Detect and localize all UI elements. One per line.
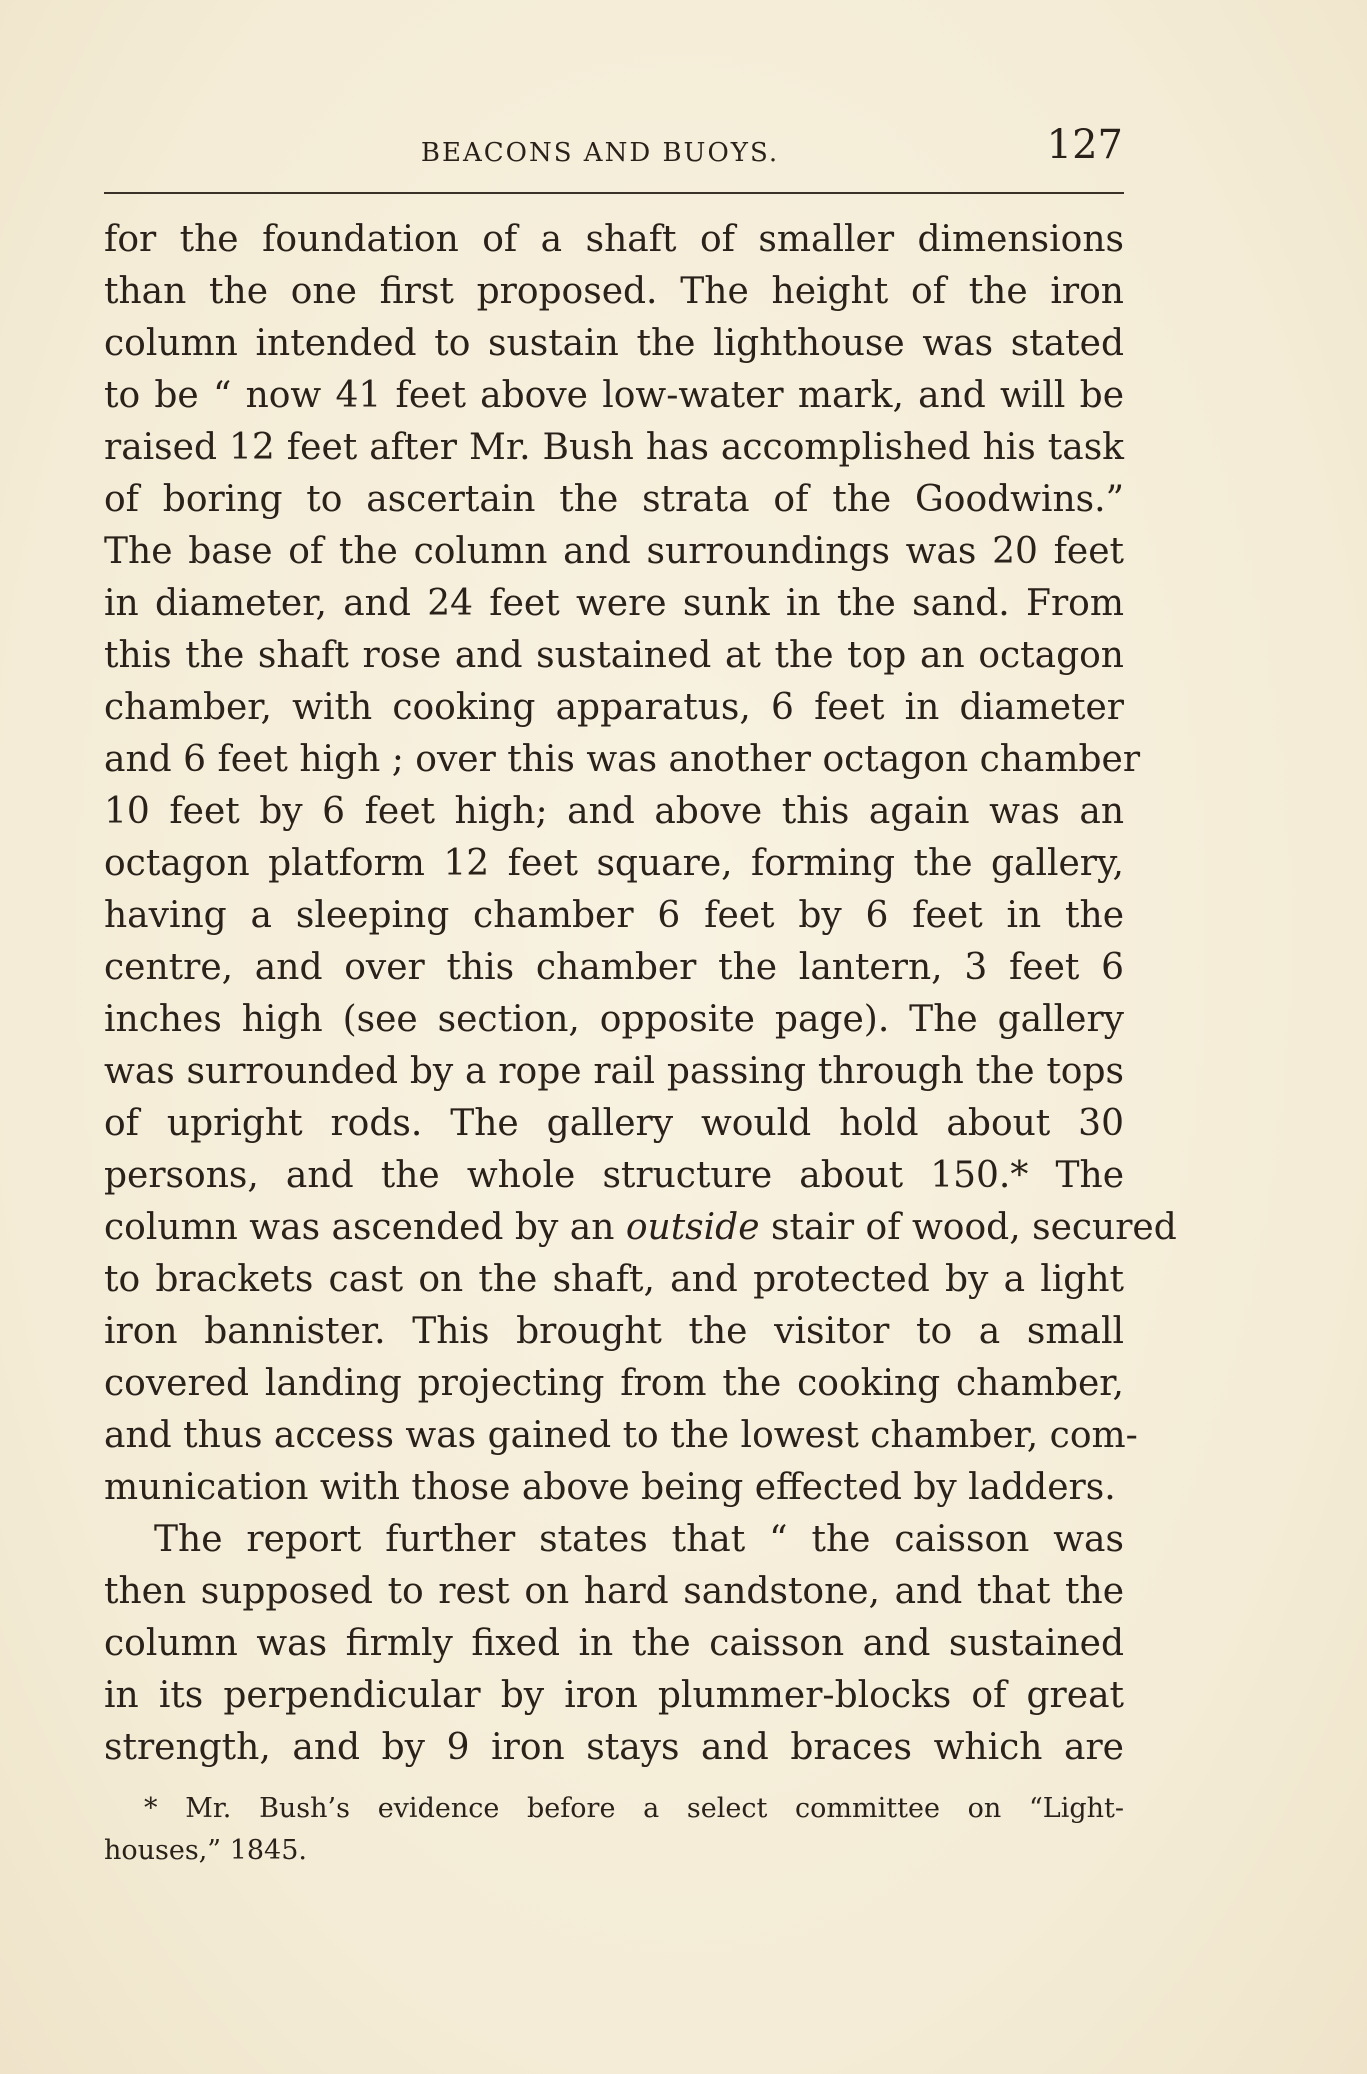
text-line: iron bannister. This brought the visitor to a small [104, 1311, 1124, 1352]
text-line: chamber, with cooking apparatus, 6 feet in diameter [104, 687, 1124, 728]
text-line: The base of the column and surroundings was 20 feet [104, 531, 1124, 572]
running-title: BEACONS AND BUOYS. [420, 138, 780, 168]
text-line: and thus access was gained to the lowest chamber, com- [104, 1415, 1138, 1456]
text-segment: stair of wood, secured [770, 1207, 1177, 1248]
footnote [104, 1788, 1124, 1872]
text-line: having a sleeping chamber 6 feet by 6 feet in the [104, 895, 1124, 936]
text-line: than the one first proposed. The height of the iron [104, 271, 1124, 312]
running-head [0, 118, 1367, 178]
text-line: of upright rods. The gallery would hold about 30 [104, 1103, 1124, 1144]
paragraph-start-line: The report further states that “ the caisson was [154, 1519, 1124, 1560]
text-line: persons, and the whole structure about 150.* The [104, 1155, 1124, 1196]
body-text [104, 214, 1177, 1774]
text-line: this the shaft rose and sustained at the top an octagon [104, 635, 1124, 676]
paragraph-end-line: munication with those above being effected by ladders. [104, 1467, 1116, 1508]
text-segment: column was ascended by an [104, 1207, 615, 1248]
footnote-line: houses,” 1845. [104, 1835, 307, 1866]
text-line: column was firmly fixed in the caisson and sustained [104, 1623, 1124, 1664]
text-line: in diameter, and 24 feet were sunk in the sand. From [104, 583, 1124, 624]
text-line: column intended to sustain the lighthouse was stated [104, 323, 1124, 364]
text-line: to brackets cast on the shaft, and protected by a light [104, 1259, 1124, 1300]
text-line: centre, and over this chamber the lantern, 3 feet 6 [104, 947, 1124, 988]
text-line: then supposed to rest on hard sandstone, and that the [104, 1571, 1124, 1612]
text-line: for the foundation of a shaft of smaller dimensions [104, 219, 1124, 260]
footnote-line: * Mr. Bush’s evidence before a select committee on “Light- [144, 1793, 1124, 1824]
text-line: in its perpendicular by iron plummer-blocks of great [104, 1675, 1124, 1716]
text-line: strength, and by 9 iron stays and braces which are [104, 1727, 1124, 1768]
page-number: 127 [1046, 122, 1123, 168]
header-rule [104, 192, 1124, 194]
text-line: octagon platform 12 feet square, forming the gallery, [104, 843, 1124, 884]
text-line: and 6 feet high ; over this was another octagon chamber [104, 739, 1141, 780]
text-line: was surrounded by a rope rail passing through the tops [104, 1051, 1124, 1092]
text-line: covered landing projecting from the cooking chamber, [104, 1363, 1124, 1404]
italic-word: outside [625, 1207, 760, 1248]
text-line: 10 feet by 6 feet high; and above this again was an [104, 791, 1124, 832]
text-line: raised 12 feet after Mr. Bush has accomplished his task [104, 427, 1124, 468]
text-line: inches high (see section, opposite page). The gallery [104, 999, 1124, 1040]
text-line-with-italic [104, 1202, 1177, 1254]
text-line: of boring to ascertain the strata of the Goodwins.” [104, 479, 1124, 520]
text-line: to be “ now 41 feet above low-water mark, and will be [104, 375, 1124, 416]
